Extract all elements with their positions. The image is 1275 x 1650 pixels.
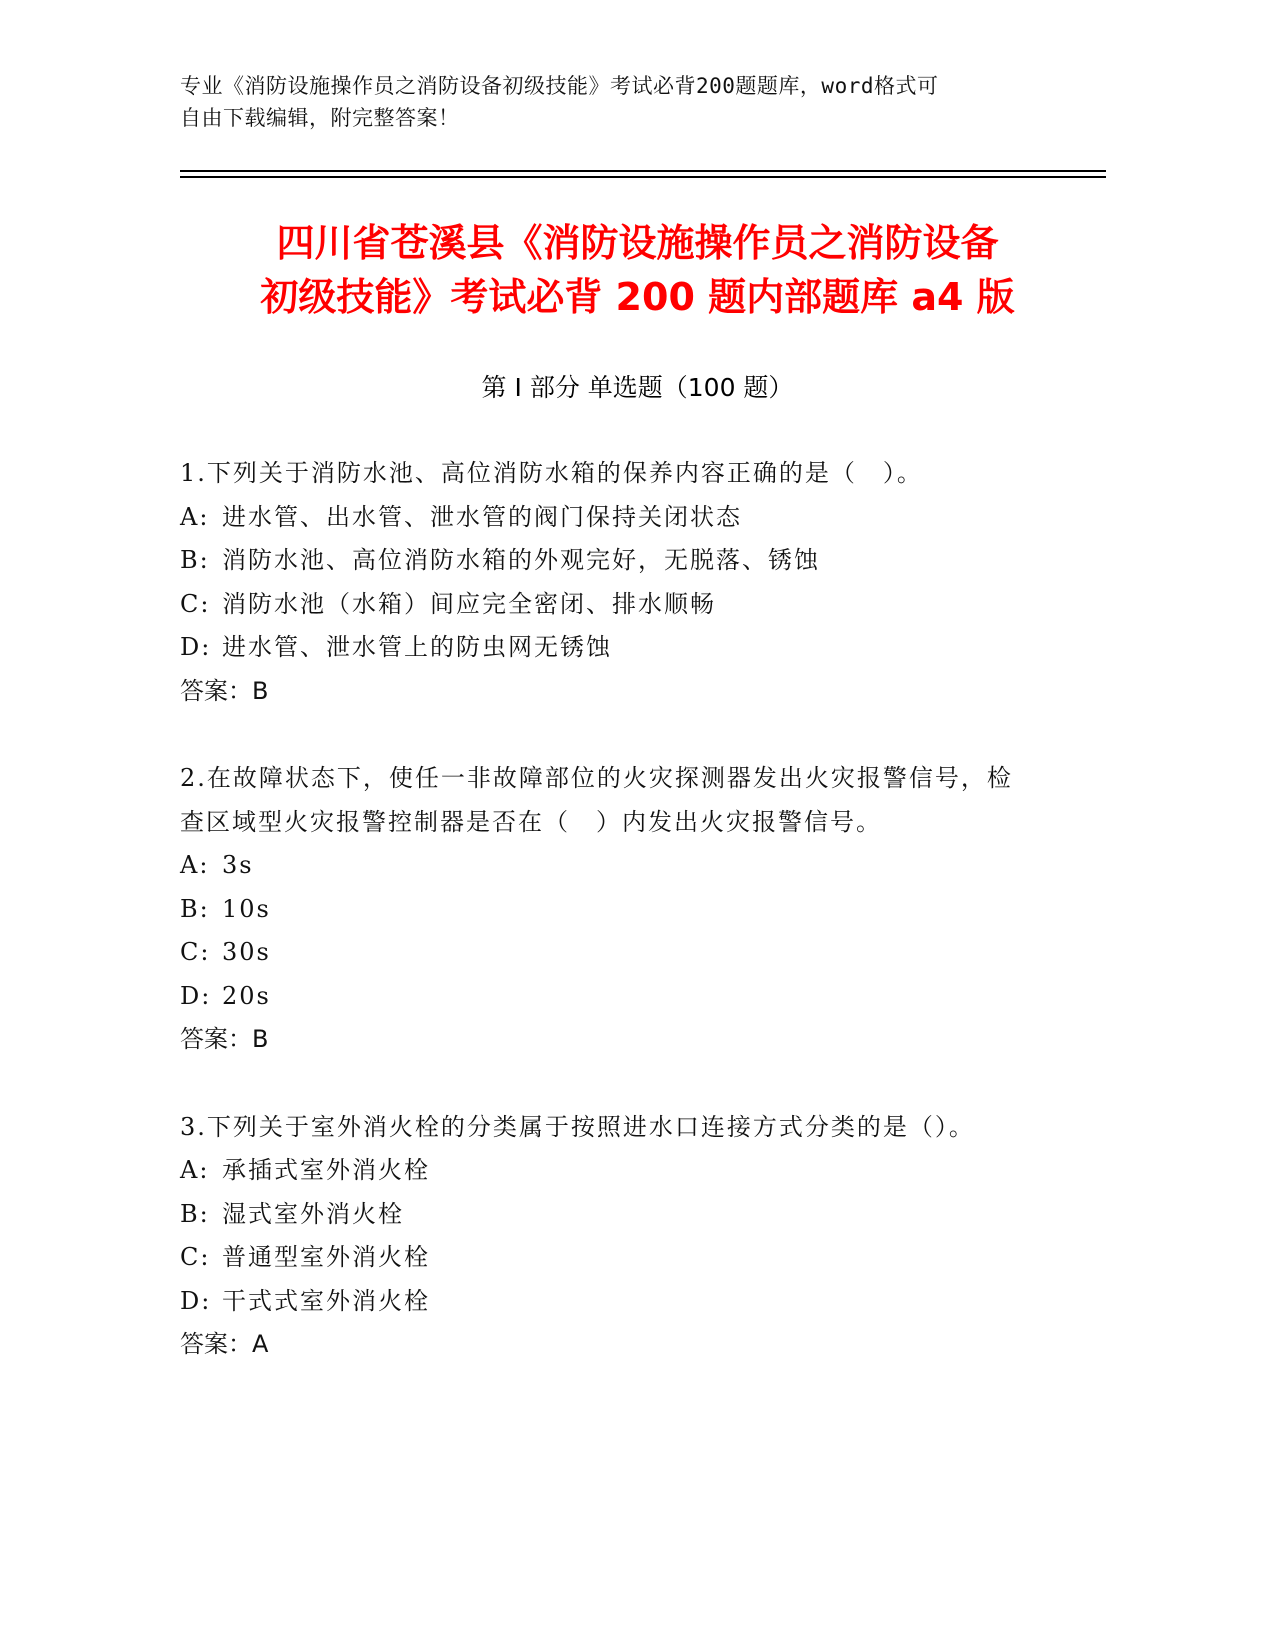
option-b bbox=[180, 888, 1020, 932]
option-text: 10s bbox=[222, 894, 271, 923]
answer-line: 答案：B bbox=[180, 1025, 269, 1053]
option-d bbox=[180, 626, 1020, 670]
document-title-line-2: 初级技能》考试必背 200 题内部题库 a4 版 bbox=[260, 275, 1015, 319]
question-stem: 2.在故障状态下，使任一非故障部位的火灾探测器发出火灾报警信号，检查区域型火灾报警控制器是否在（ ）内发出火灾报警信号。 bbox=[180, 764, 1013, 836]
option-c bbox=[180, 931, 1020, 975]
option-key: B: bbox=[180, 546, 210, 574]
question-list bbox=[180, 452, 1020, 1411]
option-c bbox=[180, 583, 1020, 627]
option-text: 进水管、出水管、泄水管的阀门保持关闭状态 bbox=[222, 502, 742, 531]
section-title: 第 I 部分 单选题（100 题） bbox=[481, 373, 794, 402]
option-key: A: bbox=[180, 1156, 210, 1184]
question-stem: 1.下列关于消防水池、高位消防水箱的保养内容正确的是（ ）。 bbox=[180, 459, 923, 487]
option-a bbox=[180, 496, 1020, 540]
option-key: D: bbox=[180, 1286, 212, 1315]
option-text: 干式式室外消火栓 bbox=[222, 1286, 430, 1315]
question-item bbox=[180, 452, 1020, 713]
option-key: C: bbox=[180, 589, 211, 618]
option-key: D: bbox=[180, 981, 212, 1010]
option-key: A: bbox=[180, 851, 210, 879]
header-divider-top bbox=[180, 170, 1106, 172]
document-title-line-1: 四川省苍溪县《消防设施操作员之消防设备 bbox=[276, 221, 999, 265]
option-key: B: bbox=[180, 1199, 210, 1228]
header-note-line-2: 自由下载编辑，附完整答案！ bbox=[180, 106, 460, 130]
answer-line: 答案：A bbox=[180, 1330, 269, 1358]
option-a bbox=[180, 844, 1020, 888]
option-text: 消防水池、高位消防水箱的外观完好，无脱落、锈蚀 bbox=[222, 546, 820, 574]
option-text: 湿式室外消火栓 bbox=[222, 1199, 404, 1228]
document-title bbox=[120, 216, 1155, 324]
header-note bbox=[180, 70, 1040, 134]
option-text: 普通型室外消火栓 bbox=[222, 1243, 430, 1271]
question-item bbox=[180, 1106, 1020, 1367]
option-key: C: bbox=[180, 1243, 211, 1271]
option-key: A: bbox=[180, 502, 210, 531]
option-text: 承插式室外消火栓 bbox=[222, 1156, 430, 1184]
question-item bbox=[180, 757, 1020, 1062]
option-b bbox=[180, 1193, 1020, 1237]
header-divider-bottom bbox=[180, 176, 1106, 178]
option-d bbox=[180, 1280, 1020, 1324]
option-text: 进水管、泄水管上的防虫网无锈蚀 bbox=[222, 633, 612, 661]
option-c bbox=[180, 1236, 1020, 1280]
option-key: C: bbox=[180, 938, 211, 966]
option-text: 20s bbox=[222, 981, 271, 1010]
option-text: 消防水池（水箱）间应完全密闭、排水顺畅 bbox=[222, 589, 716, 618]
option-b bbox=[180, 539, 1020, 583]
option-key: B: bbox=[180, 894, 210, 923]
option-d bbox=[180, 975, 1020, 1019]
option-text: 3s bbox=[222, 851, 254, 879]
option-text: 30s bbox=[222, 938, 271, 966]
header-note-line-1: 专业《消防设施操作员之消防设备初级技能》考试必背200题题库，word格式可 bbox=[180, 74, 939, 98]
option-a bbox=[180, 1149, 1020, 1193]
question-stem: 3.下列关于室外消火栓的分类属于按照进水口连接方式分类的是（）。 bbox=[180, 1112, 975, 1141]
option-key: D: bbox=[180, 633, 212, 661]
answer-line: 答案：B bbox=[180, 676, 269, 705]
